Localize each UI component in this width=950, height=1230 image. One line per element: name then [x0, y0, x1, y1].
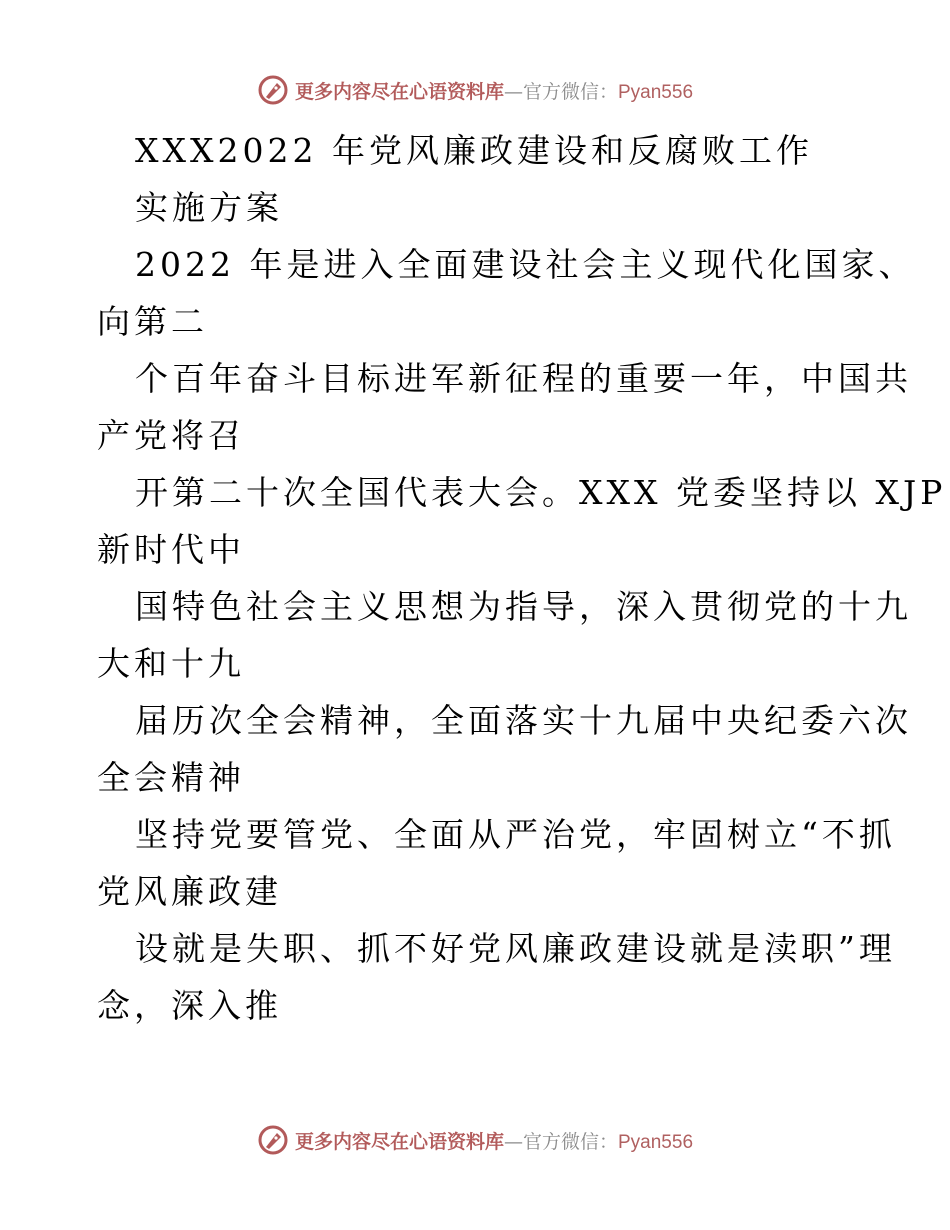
doc-title-line-1: XXX2022 年党风廉政建设和反腐败工作: [135, 131, 813, 170]
watermark-wechat-id: Pyan556: [618, 81, 694, 103]
doc-paragraph-line: 2022 年是进入全面建设社会主义现代化国家、: [135, 245, 916, 284]
doc-paragraph-line: 大和十九: [97, 644, 245, 683]
document-body: [0, 122, 950, 1034]
pen-nib-circle-icon: [257, 74, 289, 106]
doc-title-line-2: 实施方案: [135, 188, 283, 227]
watermark-main-text: 更多内容尽在心语资料库: [294, 1130, 504, 1153]
watermark-text: [295, 1127, 693, 1154]
doc-paragraph-line: 坚持党要管党、全面从严治党，牢固树立“不抓: [135, 815, 896, 854]
doc-paragraph-line: 党风廉政建: [97, 872, 282, 911]
header-watermark: [0, 70, 950, 110]
doc-paragraph-line: 国特色社会主义思想为指导，深入贯彻党的十九: [135, 587, 912, 626]
doc-paragraph-line: 念，深入推: [97, 986, 282, 1025]
watermark-separator: —: [503, 80, 523, 103]
doc-paragraph-line: 开第二十次全国代表大会。XXX 党委坚持以 XJP: [135, 473, 947, 512]
doc-paragraph-line: 新时代中: [97, 530, 245, 569]
doc-paragraph-line: 向第二: [97, 302, 208, 341]
watermark-main-text: 更多内容尽在心语资料库: [294, 80, 504, 103]
watermark-separator: —: [503, 1130, 523, 1153]
watermark-text: [295, 77, 693, 104]
pen-nib-circle-icon: [257, 1124, 289, 1156]
watermark-wechat-label: 官方微信：: [522, 80, 618, 103]
doc-paragraph-line: 届历次全会精神，全面落实十九届中央纪委六次: [135, 701, 912, 740]
doc-paragraph-line: 全会精神: [97, 758, 245, 797]
watermark-wechat-label: 官方微信：: [522, 1130, 618, 1153]
doc-paragraph-line: 设就是失职、抓不好党风廉政建设就是渎职”理: [135, 929, 896, 968]
doc-paragraph-line: 产党将召: [97, 416, 245, 455]
footer-watermark: [0, 1120, 950, 1160]
doc-paragraph-line: 个百年奋斗目标进军新征程的重要一年，中国共: [135, 359, 912, 398]
watermark-wechat-id: Pyan556: [618, 1131, 694, 1153]
